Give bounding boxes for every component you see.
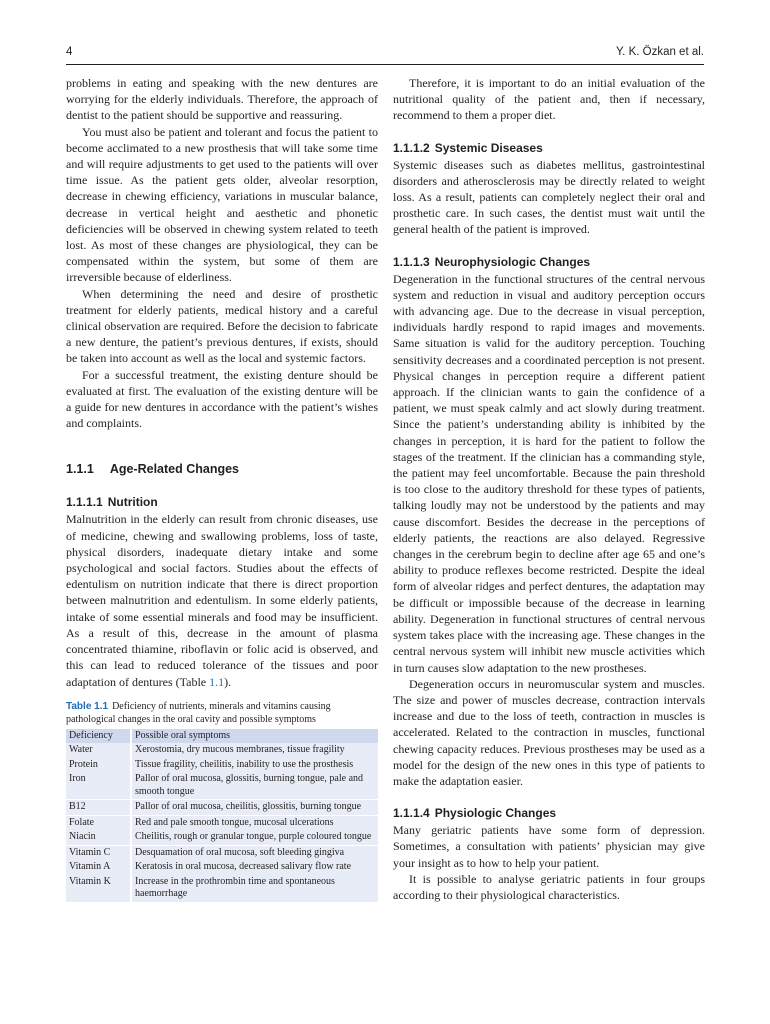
table-cell-symptoms: Keratosis in oral mucosa, decreased salivary flow rate	[132, 860, 378, 875]
page-number: 4	[66, 46, 73, 58]
paragraph-text: Malnutrition in the elderly can result from chronic diseases, use of medicine, chewing and swallowing problems, loss of taste, physical disorders, inadequate dietary intake and some psychological and social factors. Studies about the effects of edentulism on nutrition indicate that there is direct proportion between malnutrition and edentulism. In some elderly patients, intake of some essential minerals and food may be insufficient. As a result of this, decrease in the amount of plasma concentrated thiamine, riboflavin or folic acid is observed, and this can lead to reduced tolerance of the tissues and poor adaptation of dentures (Table	[66, 512, 378, 689]
subsection-number: 1.1.1.3	[393, 254, 430, 269]
table-cell-deficiency: B12	[66, 799, 132, 815]
running-authors: Y. K. Özkan et al.	[615, 46, 704, 58]
subsection-title: Systemic Diseases	[434, 140, 543, 155]
table-caption-text: Deficiency of nutrients, minerals and vitamins causing pathological changes in the oral cavity and possible symptoms	[66, 700, 331, 725]
paragraph: When determining the need and desire of prosthetic treatment for elderly patients, medical history and a careful clinical observation are required. Before the decision to fabricate a new denture, the patient’s previous dentures, if exists, should be taken into account as well as the local and systemic factors.	[66, 286, 378, 366]
table-cell-deficiency: Iron	[66, 772, 132, 799]
table-cell-symptoms: Increase in the prothrombin time and spontaneous haemorrhage	[132, 875, 378, 902]
table-row	[66, 830, 378, 845]
table-cell-symptoms: Pallor of oral mucosa, cheilitis, glossitis, burning tongue	[132, 799, 378, 815]
table-header-cell: Deficiency	[66, 729, 132, 744]
paragraph: problems in eating and speaking with the new dentures are worrying for the elderly individuals. Therefore, the approach of dentist to the patient should be supportive and reassuring.	[66, 76, 378, 123]
paragraph: Systemic diseases such as diabetes mellitus, gastrointestinal disorders and atherosclerosis may be directly related to weight loss. As a result, patients can completely neglect their oral and prosthetic care. In such cases, the dentist must wait until the general health of the patient is improved.	[393, 157, 705, 237]
paragraph-text-end: ).	[224, 674, 232, 689]
table-header-cell: Possible oral symptoms	[132, 729, 378, 744]
right-column	[393, 75, 705, 903]
paragraph: It is possible to analyse geriatric patients in four groups according to their physiological characteristics.	[393, 871, 705, 902]
paragraph: Many geriatric patients have some form of depression. Sometimes, a consultation with patients’ physician may give your insight as to how to help your patient.	[393, 823, 705, 870]
table-cell-symptoms: Xerostomia, dry mucous membranes, tissue fragility	[132, 743, 378, 758]
paragraph: Therefore, it is important to do an initial evaluation of the nutritional quality of the patient and, then if necessary, recommend to them a proper diet.	[393, 76, 705, 123]
running-header	[66, 44, 704, 65]
subsection-number: 1.1.1.1	[66, 495, 103, 510]
table-cell-deficiency: Niacin	[66, 830, 132, 845]
left-column	[66, 75, 378, 902]
table-cell-deficiency: Vitamin A	[66, 860, 132, 875]
table-cell-deficiency: Protein	[66, 758, 132, 773]
paragraph: Degeneration occurs in neuromuscular system and muscles. The size and power of muscles decrease, contraction intervals increase and due to the loss of teeth, contraction in muscles is accelerated. Related to the contraction in muscles, functional chewing capacity reduces. Previous prostheses may be used as a model for the design of the new ones in this type of patients to make the adaptation easier.	[393, 676, 705, 788]
subsection-heading	[66, 494, 378, 510]
section-heading	[66, 461, 378, 477]
subsection-title: Physiologic Changes	[434, 806, 557, 821]
deficiency-table	[66, 729, 378, 902]
subsection-number: 1.1.1.4	[393, 806, 430, 821]
table-label: Table 1.1	[66, 700, 109, 712]
table-link[interactable]: 1.1	[209, 674, 225, 689]
table-row	[66, 772, 378, 799]
subsection-number: 1.1.1.2	[393, 140, 430, 155]
table-row	[66, 743, 378, 758]
table-cell-symptoms: Cheilitis, rough or granular tongue, purple coloured tongue	[132, 830, 378, 845]
subsection-title: Nutrition	[107, 495, 158, 510]
section-title: Age-Related Changes	[109, 462, 240, 477]
table-row	[66, 799, 378, 815]
paragraph: Degeneration in the functional structures of the central nervous system and reduction in visual and auditory perception occurs with advancing age. Due to the decrease in visual perception, individuals hardly respond to rapid images and movements. Same situation is valid for the auditory perception. Touching sensitivity decreases and a coordinated perception is not present. Physical changes in perception require a different patient approach. If the clinician wants to gain the confidence of a patient, we must speak calmly and act slowly during treatment. Since the patient’s understanding ability is inhibited by the changes in perception, it is hard for the patient to follow the stages of the treatment. If the clinician has a commanding style, the patient may feel uncomfortable. Because the pain threshold is too close to the auditory threshold for these types of patients, talking loudly may not be understood by the patients and may cause discomfort. Besides the decrease in the perceptions of elderly patients, the reactions are also delayed. Regressive changes in the cerebrum begin to decline after age 65 and one’s ability to produce reflexes become restricted. Despite the ideal form of alveolar ridges and perfect dentures, the adaptation may be difficult or impossible because of the decrease in learning ability. Degeneration in functional structures of central nervous system takes place with the increasing age. These changes in the central nervous system will inhibit new muscle activities which in turn causes slow adaptation to the new prostheses.	[393, 271, 705, 675]
table-header-row	[66, 729, 378, 744]
table-cell-symptoms: Pallor of oral mucosa, glossitis, burning tongue, pale and smooth tongue	[132, 772, 378, 799]
table-row	[66, 815, 378, 831]
table-row	[66, 860, 378, 875]
subsection-title: Neurophysiologic Changes	[434, 254, 591, 269]
paragraph: You must also be patient and tolerant and focus the patient to become acclimated to a new prosthesis that will take some time and will require adjustments to get used to the patients will over time issue. As the patient gets older, alveolar resorption, decrease in chewing efficiency, variations in muscular balance, decrease in vertical height and aesthetic and phonetic deficiencies will be observed in chewing system related to teeth lost. As most of these changes are physiological, they can be compensated within the system, but some of them are irreversible because of elderliness.	[66, 124, 378, 285]
section-number: 1.1.1	[66, 462, 94, 477]
subsection-heading	[393, 805, 705, 821]
paragraph	[66, 511, 378, 689]
table-row	[66, 758, 378, 773]
table-cell-deficiency: Vitamin C	[66, 845, 132, 861]
table-cell-symptoms: Desquamation of oral mucosa, soft bleeding gingiva	[132, 845, 378, 861]
table-cell-deficiency: Water	[66, 743, 132, 758]
table-cell-deficiency: Folate	[66, 815, 132, 831]
table-row	[66, 875, 378, 902]
table-cell-deficiency: Vitamin K	[66, 875, 132, 902]
table-cell-symptoms: Red and pale smooth tongue, mucosal ulcerations	[132, 815, 378, 831]
table-caption	[66, 700, 378, 726]
table-cell-symptoms: Tissue fragility, cheilitis, inability to use the prosthesis	[132, 758, 378, 773]
table-row	[66, 845, 378, 861]
paragraph: For a successful treatment, the existing denture should be evaluated at first. The evaluation of the existing denture will be a guide for new dentures in accordance with the patient’s wishes and complaints.	[66, 367, 378, 431]
subsection-heading	[393, 254, 705, 270]
subsection-heading	[393, 140, 705, 156]
